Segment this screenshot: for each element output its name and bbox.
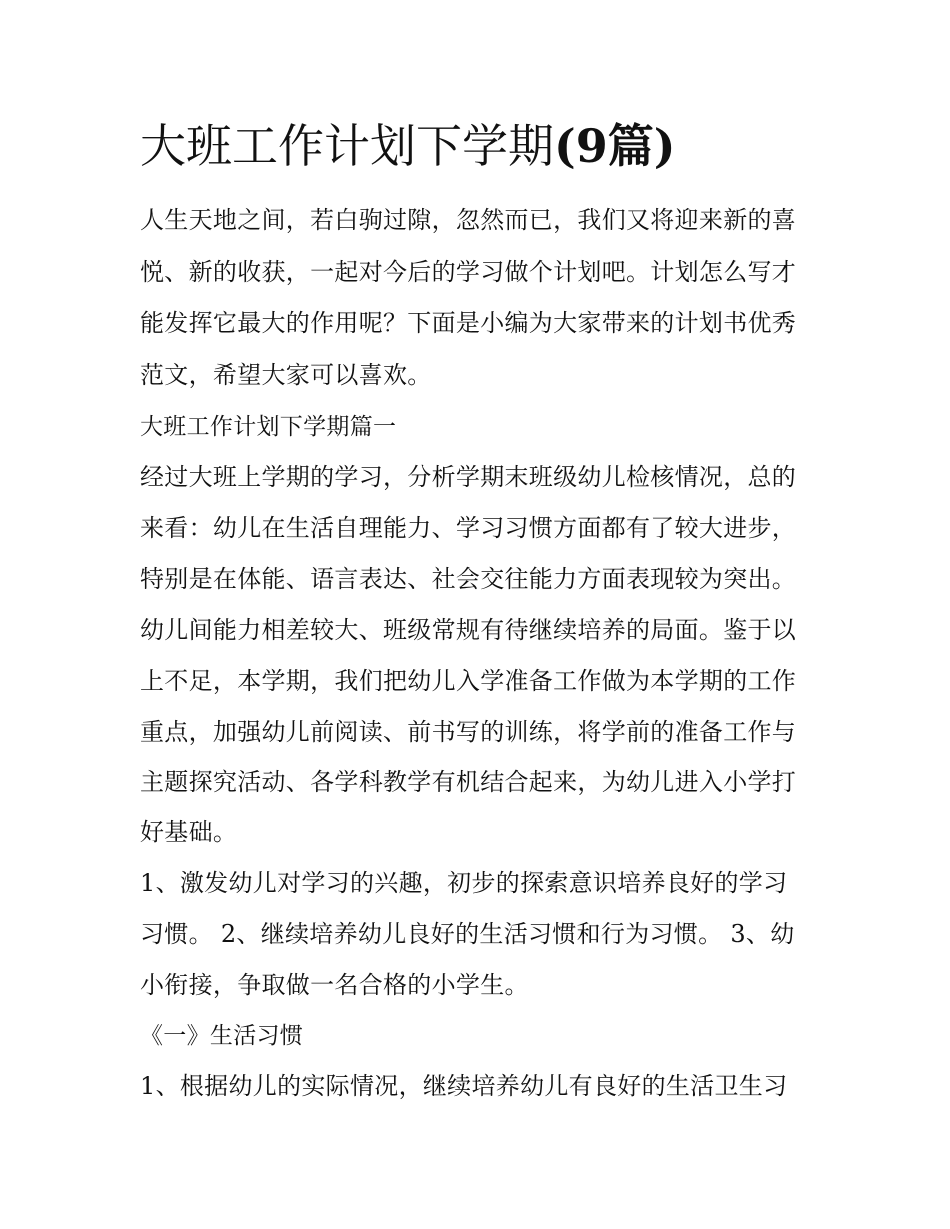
body-line: 特别是在体能、语言表达、社会交往能力方面表现较为突出。 bbox=[140, 565, 797, 593]
document-title bbox=[140, 113, 840, 179]
body-line: 1、根据幼儿的实际情况，继续培养幼儿有良好的生活卫生习 bbox=[140, 1072, 788, 1100]
goal-line: 小衔接，争取做一名合格的小学生。 bbox=[140, 971, 529, 999]
title-main: 大班工作计划下学期 bbox=[140, 119, 554, 173]
body-line: 经过大班上学期的学习，分析学期末班级幼儿检核情况，总的 bbox=[140, 463, 797, 491]
goal-line: 习惯。 2、继续培养幼儿良好的生活习惯和行为习惯。 3、幼 bbox=[140, 920, 795, 948]
intro-line: 能发挥它最大的作用呢？下面是小编为大家带来的计划书优秀 bbox=[140, 309, 797, 337]
body-line: 上不足，本学期，我们把幼儿入学准备工作做为本学期的工作 bbox=[140, 667, 797, 695]
subheading: 《一》生活习惯 bbox=[140, 1023, 304, 1049]
title-count: (9篇) bbox=[554, 119, 676, 173]
body-line: 幼儿间能力相差较大、班级常规有待继续培养的局面。鉴于以 bbox=[140, 616, 797, 644]
intro-line: 人生天地之间，若白驹过隙，忽然而已，我们又将迎来新的喜 bbox=[140, 206, 797, 234]
goal-line: 1、激发幼儿对学习的兴趣，初步的探索意识培养良好的学习 bbox=[140, 869, 788, 897]
intro-line: 范文，希望大家可以喜欢。 bbox=[140, 361, 432, 389]
body-line: 主题探究活动、各学科教学有机结合起来，为幼儿进入小学打 bbox=[140, 768, 797, 796]
body-line: 重点，加强幼儿前阅读、前书写的训练，将学前的准备工作与 bbox=[140, 718, 797, 746]
intro-line: 悦、新的收获，一起对今后的学习做个计划吧。计划怎么写才 bbox=[140, 258, 797, 286]
section-heading: 大班工作计划下学期篇一 bbox=[140, 414, 397, 440]
body-line: 好基础。 bbox=[140, 818, 238, 846]
body-line: 来看：幼儿在生活自理能力、学习习惯方面都有了较大进步， bbox=[140, 514, 797, 542]
